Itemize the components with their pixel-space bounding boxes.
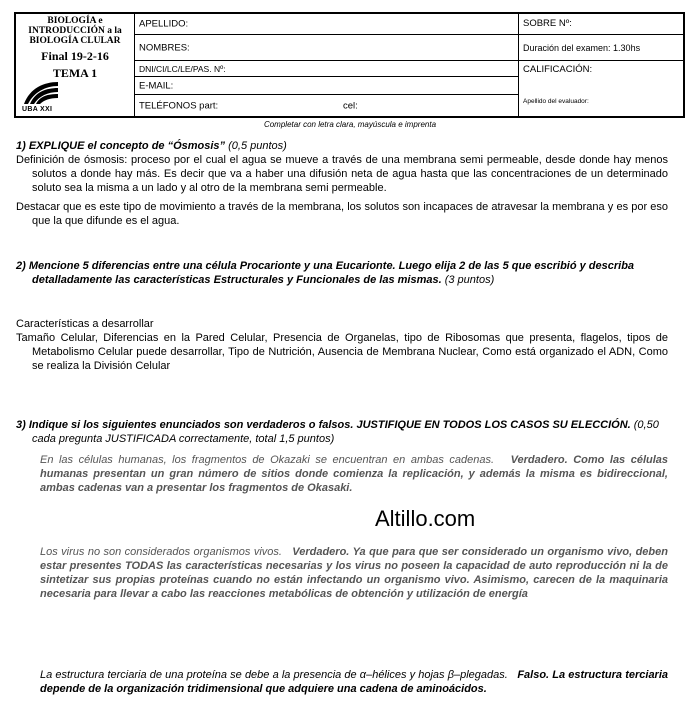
logo-text: UBA XXI bbox=[22, 106, 53, 113]
question-2-title bbox=[16, 259, 684, 287]
evaluador-field bbox=[519, 98, 684, 110]
q3-item-3 bbox=[40, 668, 668, 696]
cel-label: cel: bbox=[343, 100, 358, 111]
student-fields bbox=[135, 14, 518, 116]
q3-item-1-answer: Verdadero. Como las células humanas presentan un gran número de sitios donde comienza la replicación, y además la misma es bidireccional, ambas cadenas van a presentar los fragmentos de Okasaki. bbox=[40, 454, 669, 494]
telefonos-field[interactable] bbox=[135, 95, 518, 116]
q1-p2-text: Destacar que es este tipo de movimiento a través de la membrana, los solutos son incapaces de atravesar la membrana y es por eso que la que difunde es el agua. bbox=[16, 201, 668, 227]
q3-points: (0,50 cada pregunta JUSTIFICADA correctamente, total 1,5 puntos) bbox=[32, 419, 659, 445]
uba-logo-icon bbox=[22, 80, 60, 106]
question-3-title bbox=[16, 418, 684, 446]
q3-item-2-statement: Los virus no son considerados organismos vivos. bbox=[40, 546, 282, 558]
q2-answer bbox=[16, 331, 668, 373]
q1-title-text: 1) EXPLIQUE el concepto de “Ósmosis” bbox=[16, 140, 226, 152]
calificacion-field bbox=[519, 64, 684, 80]
calificacion-label: CALIFICACIÓN: bbox=[523, 64, 593, 75]
q3-item-2-answer: Verdadero. Ya que para que ser considerado un organismo vivo, deben estar presentes TODAS las características necesarias y los virus no poseen la capacidad de auto reproducción ni la de sintetizar sus propias proteínas cuando no están infectando un organismo vivo. Asimismo, carecen de la maquinaria necesaria para llevar a cabo las reacciones metabólicas de obtención y utilización de energía bbox=[40, 546, 668, 600]
apellido-label: APELLIDO: bbox=[139, 18, 189, 30]
question-1-title bbox=[16, 139, 676, 153]
email-label: E-MAIL: bbox=[139, 80, 174, 91]
nombres-field[interactable] bbox=[135, 35, 518, 61]
exam-topic: TEMA 1 bbox=[52, 66, 98, 80]
q3-item-3-statement: La estructura terciaria de una proteína se debe a la presencia de α–hélices y hojas β–plegadas. bbox=[40, 669, 508, 681]
q2-points: (3 puntos) bbox=[444, 274, 495, 286]
header-course-cell bbox=[16, 14, 135, 116]
apellido-field[interactable] bbox=[135, 14, 518, 35]
watermark: Altillo.com bbox=[375, 506, 476, 531]
sobre-field bbox=[519, 14, 684, 35]
q1-answer-p2 bbox=[16, 200, 668, 228]
duracion-label: Duración del examen: 1.30hs bbox=[523, 43, 641, 53]
duracion-field bbox=[519, 35, 684, 61]
dni-field[interactable] bbox=[135, 61, 518, 77]
q2-body-text: Tamaño Celular, Diferencias en la Pared Celular, Presencia de Organelas, tipo de Ribosomas que presenta, flagelos, tipos de Metabolismo Celular puede desarrollar, Tipo de Nutrición, Ausencia de Membrana Nuclear, Como está organizado el ADN, Como se realiza la División Celular bbox=[16, 332, 668, 372]
nombres-label: NOMBRES: bbox=[139, 42, 190, 53]
q3-item-1-statement: En las células humanas, los fragmentos de Okazaki se encuentran en ambas cadenas. bbox=[40, 454, 495, 466]
q2-title-text: 2) Mencione 5 diferencias entre una célula Procarionte y una Eucarionte. Luego elija 2 de las 5 que escribió y describa detalladamente las características Estructurales y Funcionales de las mismas. bbox=[16, 260, 635, 286]
evaluador-label: Apellido del evaluador: bbox=[523, 98, 589, 105]
exam-date: Final 19-2-16 bbox=[41, 49, 109, 63]
header-note: Completar con letra clara, mayúscula e imprenta bbox=[263, 120, 437, 129]
email-field[interactable] bbox=[135, 77, 518, 95]
q1-points: (0,5 puntos) bbox=[228, 140, 287, 152]
q3-item-3-answer: Falso. La estructura terciaria depende de la organización tridimensional que adquiere una cadena de aminoácidos. bbox=[40, 669, 669, 695]
q1-p1-text: Definición de ósmosis: proceso por el cual el agua se mueve a través de una membrana semi permeable, desde donde hay menos solutos a donde hay más. Es decir que va a haber una difusión neta de agua hasta que las concentraciones de un determinado soluto sea la misma a un lado y al otro de la membrana semi permeable. bbox=[16, 154, 668, 194]
q3-item-2 bbox=[40, 545, 668, 601]
telefonos-label: TELÉFONOS part: bbox=[139, 100, 219, 111]
q1-answer-p1 bbox=[16, 153, 668, 195]
q3-item-1 bbox=[40, 453, 668, 495]
admin-fields bbox=[518, 14, 684, 116]
q2-heading: Características a desarrollar bbox=[16, 318, 154, 330]
exam-header bbox=[14, 12, 685, 118]
course-name: BIOLOGÍA e INTRODUCCIÓN a la BIOLOGÍA CLULAR bbox=[28, 16, 122, 46]
sobre-label: SOBRE Nº: bbox=[523, 18, 572, 29]
dni-label: DNI/CI/LC/LE/PAS. Nº: bbox=[139, 63, 226, 74]
q3-title-text: 3) Indique si los siguientes enunciados son verdaderos o falsos. JUSTIFIQUE EN TODOS LOS CASOS SU ELECCIÓN. bbox=[16, 419, 631, 431]
